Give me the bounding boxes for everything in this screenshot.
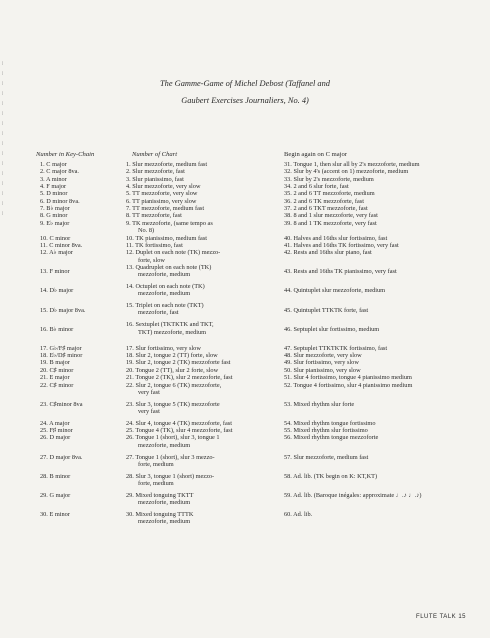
chart-row-27-cont: forte, medium bbox=[138, 460, 174, 468]
key-row-15: 15. D♭ major 8va. bbox=[40, 306, 86, 314]
key-row-18: 18. E♭/D♯ minor bbox=[40, 352, 83, 360]
key-row-14: 14. D♭ major bbox=[40, 287, 74, 295]
key-row-29: 29. G major bbox=[40, 491, 71, 499]
chart-row-21: 21. Tongue 2 (TK), slur 2 mezzoforte, fast bbox=[126, 374, 233, 382]
key-row-23: 23. C♯minor 8va bbox=[40, 400, 83, 408]
chart-row-29: 29. Mixed tonguing TKTT bbox=[126, 491, 194, 499]
begin-row-17: 47. Septuplet TTKTKTK fortissimo, fast bbox=[284, 344, 388, 352]
begin-row-10: 40. Halves and 16ths slur fortissimo, fast bbox=[284, 234, 388, 242]
title-line-1: The Gamme-Game of Michel Debost (Taffanel and bbox=[160, 79, 330, 88]
chart-row-20: 20. Tongue 2 (TT), slur 2 forte, slow bbox=[126, 366, 219, 374]
chart-row-12: 12. Duplet on each note (TK) mezzo- bbox=[126, 249, 221, 257]
chart-row-13: 13. Quadruplet on each note (TK) bbox=[126, 263, 212, 271]
chart-row-15: 15. Triplet on each note (TKT) bbox=[126, 302, 204, 310]
key-row-25: 25. F♯ minor bbox=[40, 427, 73, 435]
key-row-26: 26. D major bbox=[40, 434, 71, 442]
key-row-5: 5. D minor bbox=[40, 190, 68, 198]
key-row-4: 4. F major bbox=[40, 183, 67, 191]
begin-row-24: 54. Mixed rhythm tongue fortissimo bbox=[284, 419, 376, 427]
key-row-2: 2. C major 8va. bbox=[40, 168, 79, 176]
key-row-12: 12. A♭ major bbox=[40, 249, 73, 257]
begin-row-8: 38. 8 and 1 slur mezzoforte, very fast bbox=[284, 212, 378, 220]
chart-row-9: 9. TK mezzoforte, (same tempo as bbox=[126, 219, 213, 227]
begin-row-3: 33. Slur by 2's mezzoforte, medium bbox=[284, 175, 374, 183]
key-row-22: 22. C♯ minor bbox=[40, 381, 74, 389]
chart-row-3: 3. Slur pianissimo, fast bbox=[126, 175, 184, 183]
key-row-27: 27. D major 8va. bbox=[40, 453, 83, 461]
begin-row-20: 50. Slur pianissimo, very slow bbox=[284, 366, 361, 374]
begin-row-12: 42. Rests and 16ths slur piano, fast bbox=[284, 249, 372, 257]
begin-row-29: 59. Ad. lib. (Baroque inégales: approximate ♩.♪ ♩.♪) bbox=[284, 491, 422, 499]
chart-row-16-cont: TKT) mezzoforte, medium bbox=[138, 328, 207, 336]
title-line-2: Gaubert Exercises Journaliers, No. 4) bbox=[181, 96, 309, 105]
chart-row-26: 26. Tongue 1 (short), slur 3, tongue 1 bbox=[126, 434, 220, 442]
key-row-30: 30. E minor bbox=[40, 510, 70, 518]
chart-row-22-cont: very fast bbox=[138, 388, 160, 396]
chart-row-28: 28. Slur 3, tongue 1 (short) mezzo- bbox=[126, 472, 215, 480]
key-row-20: 20. C♯ minor bbox=[40, 366, 74, 374]
chart-row-7: 7. TT mezzoforte, medium fast bbox=[126, 205, 205, 213]
chart-row-6: 6. TT pianissimo, very slow bbox=[126, 197, 197, 205]
begin-row-14: 44. Quintuplet slur mezzoforte, medium bbox=[284, 287, 386, 295]
key-row-7: 7. B♭ major bbox=[40, 205, 70, 213]
begin-row-19: 49. Slur fortissimo, very slow bbox=[284, 359, 359, 367]
chart-row-23: 23. Slur 3, tongue 5 (TK) mezzoforte bbox=[126, 400, 220, 408]
begin-row-15: 45. Quintuplet TTKTK forte, fast bbox=[284, 306, 369, 314]
chart-row-24: 24. Slur 4, tongue 4 (TK) mezzoforte, fast bbox=[126, 419, 232, 427]
begin-row-22: 52. Tongue 4 fortissimo, slur 4 pianissimo medium bbox=[284, 381, 413, 389]
scan-margin-marks: ⁞ ⁞ ⁞ ⁞ ⁞ ⁞ ⁞ ⁞ ⁞ ⁞ ⁞ ⁞ ⁞ ⁞ ⁞ ⁞ bbox=[2, 62, 4, 217]
begin-row-26: 56. Mixed rhythm tongue mezzoforte bbox=[284, 434, 379, 442]
begin-row-5: 35. 2 and 6 TT mezzoforte, medium bbox=[284, 190, 375, 198]
chart-row-18: 18. Slur 2, tongue 2 (TT) forte, slow bbox=[126, 352, 218, 360]
chart-row-28-cont: forte, medium bbox=[138, 479, 174, 487]
chart-row-14: 14. Octuplet on each note (TK) bbox=[126, 283, 205, 290]
chart-row-19: 19. Slur 2, tongue 2 (TK) mezzoforte fast bbox=[126, 359, 231, 367]
begin-row-13: 43. Rests and 16ths TK pianissimo, very fast bbox=[284, 268, 397, 276]
key-chain-header: Number in Key-Chain bbox=[36, 151, 95, 158]
chart-row-8: 8. TT mezzoforte, fast bbox=[126, 212, 182, 220]
key-row-13: 13. F minor bbox=[40, 268, 70, 276]
key-row-8: 8. G minor bbox=[40, 212, 68, 220]
chart-row-4: 4. Slur mezzoforte, very slow bbox=[126, 183, 201, 191]
chart-row-29-cont: mezzoforte, medium bbox=[138, 499, 191, 507]
begin-row-6: 36. 2 and 6 TK mezzoforte, fast bbox=[284, 197, 364, 205]
page-footer: FLUTE TALK 15 bbox=[416, 614, 466, 620]
key-row-16: 16. B♭ minor bbox=[40, 325, 74, 333]
key-row-24: 24. A major bbox=[40, 419, 70, 427]
chart-row-13-cont: mezzoforte, medium bbox=[138, 271, 191, 279]
chart-row-5: 5. TT mezzoforte, very slow bbox=[126, 190, 198, 198]
chart-row-14-cont: mezzoforte, medium bbox=[138, 290, 191, 298]
begin-row-25: 55. Mixed rhythm slur fortissimo bbox=[284, 427, 368, 435]
key-row-1: 1. C major bbox=[40, 161, 67, 168]
key-row-28: 28. B minor bbox=[40, 472, 71, 480]
chart-row-25: 25. Tongue 4 (TK), slur 4 mezzoforte, fast bbox=[126, 427, 233, 435]
begin-row-30: 60. Ad. lib. bbox=[284, 510, 313, 518]
chart-row-11: 11. TK fortissimo, fast bbox=[126, 241, 183, 249]
key-row-17: 17. G♭/F♯ major bbox=[40, 344, 82, 352]
begin-row-2: 32. Slur by 4's (accent on 1) mezzoforte, medium bbox=[284, 168, 409, 176]
chart-row-1: 1. Slur mezzoforte, medium fast bbox=[126, 161, 208, 168]
begin-row-11: 41. Halves and 16ths TK fortissimo, very fast bbox=[284, 241, 399, 249]
chart-row-2: 2. Slur mezzoforte, fast bbox=[126, 168, 185, 176]
chart-header: Number of Chart bbox=[132, 151, 178, 158]
chart-row-16: 16. Sextuplet (TKTKTK and TKT, bbox=[126, 321, 214, 329]
key-row-19: 19. B major bbox=[40, 359, 70, 367]
begin-row-23: 53. Mixed rhythm slur forte bbox=[284, 400, 355, 408]
begin-row-27: 57. Slur mezzoforte, medium fast bbox=[284, 453, 369, 461]
chart-row-30-cont: mezzoforte, medium bbox=[138, 518, 191, 526]
begin-row-18: 48. Slur mezzoforte, very slow bbox=[284, 352, 362, 360]
chart-row-17: 17. Slur fortissimo, very slow bbox=[126, 344, 201, 352]
chart-row-30: 30. Mixed tonguing TTTK bbox=[126, 510, 194, 518]
chart-row-23-cont: very fast bbox=[138, 407, 160, 415]
chart-row-15-cont: mezzoforte, fast bbox=[138, 309, 179, 317]
begin-row-7: 37. 2 and 6 TKT mezzoforte, fast bbox=[284, 205, 368, 213]
begin-row-4: 34. 2 and 6 slur forte, fast bbox=[284, 183, 349, 191]
chart-row-12-cont: forte, slow bbox=[138, 256, 165, 264]
begin-row-1: 31. Tongue 1, then slur all by 2's mezzoforte, medium bbox=[284, 161, 420, 168]
begin-row-28: 58. Ad. lib. (TK begin on K: KT,KT) bbox=[284, 472, 378, 480]
chart-row-26-cont: mezzoforte, medium bbox=[138, 441, 191, 449]
key-row-21: 21. E major bbox=[40, 374, 70, 382]
key-row-6: 6. D minor 8va. bbox=[40, 197, 80, 205]
key-row-10: 10. C minor bbox=[40, 234, 71, 242]
begin-row-21: 51. Slur 4 fortissimo, tongue 4 pianissimo medium bbox=[284, 374, 412, 382]
begin-row-9: 39. 8 and 1 TK mezzoforte, very fast bbox=[284, 219, 377, 227]
key-row-9: 9. E♭ major bbox=[40, 219, 70, 227]
begin-row-16: 46. Septuplet slur fortissimo, medium bbox=[284, 325, 380, 333]
chart-row-9-cont: No. 8) bbox=[138, 227, 155, 235]
begin-again-header: Begin again on C major bbox=[284, 151, 347, 158]
chart-row-10: 10. TK pianissimo, medium fast bbox=[126, 234, 208, 242]
key-row-11: 11. C minor 8va. bbox=[40, 241, 83, 249]
chart-row-27: 27. Tongue 1 (short), slur 3 mezzo- bbox=[126, 453, 215, 461]
chart-row-22: 22. Slur 2, tongue 6 (TK) mezzoforte, bbox=[126, 381, 222, 389]
key-row-3: 3. A minor bbox=[40, 175, 67, 183]
